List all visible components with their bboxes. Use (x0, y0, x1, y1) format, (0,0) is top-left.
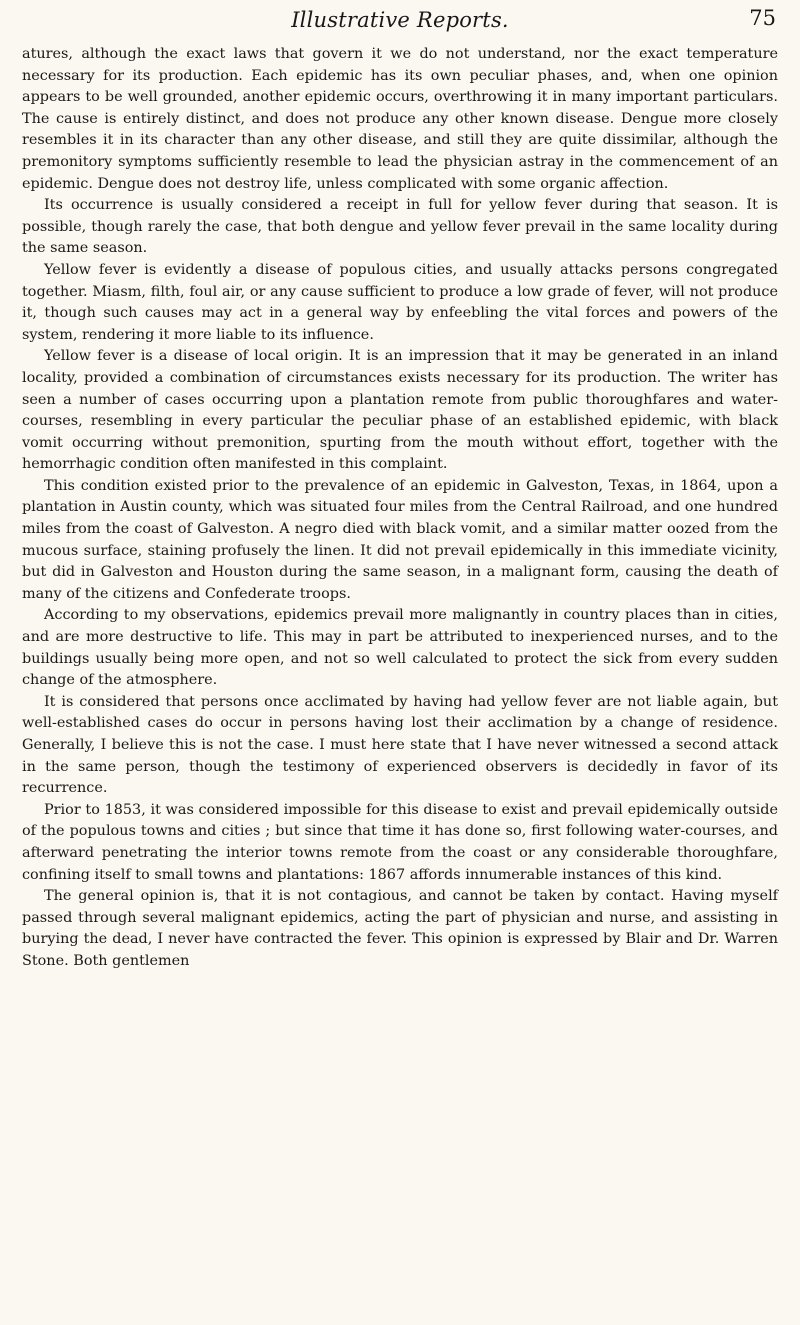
paragraph: Yellow fever is a disease of local origin. It is an impression that it may be generated in an inland locality, provided a combination of circumstances exists necessary for its production. The writer has seen a number of cases occurring upon a plantation remote from public thoroughfares and water-courses, resembling in every particular the peculiar phase of an established epidemic, with black vomit occurring without premonition, spurting from the mouth without effort, together with the hemorrhagic condition often manifested in this complaint. (22, 348, 778, 473)
paragraph: Its occurrence is usually considered a receipt in full for yellow fever during that season. It is possible, though rarely the case, that both dengue and yellow fever prevail in the same locality during the same season. (22, 197, 778, 257)
paragraph: According to my observations, epidemics prevail more malignantly in country places than in cities, and are more destructive to life. This may in part be attributed to inexperienced nurses, and to the buildings usually being more open, and not so well calculated to protect the sick from every sudden change of the atmosphere. (22, 607, 778, 689)
paragraph: This condition existed prior to the prevalence of an epidemic in Galveston, Texas, in 1864, upon a plantation in Austin county, which was situated four miles from the Central Railroad, and one hundred miles from the coast of Galveston. A negro died with black vomit, and a similar matter oozed from the mucous surface, staining profusely the linen. It did not prevail epidemically in this immediate vicinity, but did in Galveston and Houston during the same season, in a malignant form, causing the death of many of the citizens and Confederate troops. (22, 477, 778, 602)
paragraph-continued: atures, although the exact laws that govern it we do not understand, nor the exact temperature necessary for its production. Each epidemic has its own peculiar phases, and, when one opinion appears to be well grounded, another epidemic occurs, overthrowing it in many important particulars. The cause is entirely distinct, and does not produce any other known disease. Dengue more closely resembles it in its character than any other disease, and still they are quite dissimilar, although the premonitory symptoms sufficiently resemble to lead the physician astray in the commencement of an epidemic. Dengue does not destroy life, unless complicated with some organic affection. (22, 46, 778, 192)
page-number: 75 (749, 6, 776, 30)
paragraph: Yellow fever is evidently a disease of populous cities, and usually attacks persons congregated together. Miasm, filth, foul air, or any cause sufficient to produce a low grade of fever, will not produce it, though such causes may act in a general way by enfeebling the vital forces and powers of the system, rendering it more liable to its influence. (22, 261, 778, 343)
body-text (22, 44, 778, 973)
paragraph: It is considered that persons once acclimated by having had yellow fever are not liable again, but well-established cases do occur in persons having lost their acclimation by a change of residence. Generally, I believe this is not the case. I must here state that I have never witnessed a second attack in the same person, though the testimony of experienced observers is decidedly in favor of its recurrence. (22, 693, 778, 797)
paragraph: Prior to 1853, it was considered impossible for this disease to exist and prevail epidemically outside of the populous towns and cities ; but since that time it has done so, first following water-courses, and afterward penetrating the interior towns remote from the coast or any considerable thoroughfare, confining itself to small towns and plantations: 1867 affords innumerable instances of this kind. (22, 801, 778, 883)
running-title: Illustrative Reports. (291, 8, 509, 32)
paragraph: The general opinion is, that it is not contagious, and cannot be taken by contact. Having myself passed through several malignant epidemics, acting the part of physician and nurse, and assisting in burying the dead, I never have contracted the fever. This opinion is expressed by Blair and Dr. Warren Stone. Both gentlemen (22, 888, 778, 969)
running-header (22, 6, 778, 40)
